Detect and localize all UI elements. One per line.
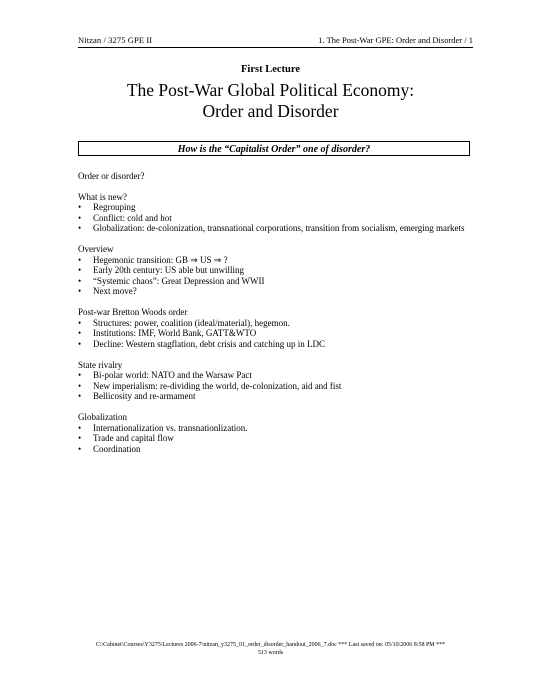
- bullet-item: • Structures: power, coalition (ideal/material), hegemon.: [78, 318, 473, 329]
- bullet-item: • Bellicosity and re-armament: [78, 391, 473, 402]
- lead-question: Order or disorder?: [78, 171, 145, 181]
- footer-path: C:\Cabinet\Courses\Y3275\Lectures 2006-7\nitzan_y3275_01_order_disorder_handout_2006_7.doc *** Last saved on: 05/10/2006 8:58 PM ***: [95, 642, 446, 648]
- bullet-item: • “Systemic chaos”: Great Depression and WWII: [78, 276, 473, 287]
- document-footer: [40, 641, 501, 657]
- bullet-list: [78, 318, 473, 350]
- lecture-label: First Lecture: [241, 64, 300, 75]
- section: [78, 307, 473, 349]
- page-title-line-1: The Post-War Global Political Economy:: [126, 80, 415, 100]
- bullet-item: • Trade and capital flow: [78, 433, 473, 444]
- section-heading: State rivalry: [78, 359, 123, 370]
- bullet-item: • Regrouping: [78, 202, 473, 213]
- bullet-item: • Institutions: IMF, World Bank, GATT&WTO: [78, 328, 473, 339]
- running-header-right: 1. The Post-War GPE: Order and Disorder / 1: [318, 35, 473, 45]
- section-heading: Post-war Bretton Woods order: [78, 307, 188, 317]
- section-heading: What is new?: [78, 191, 127, 202]
- bullet-list: [78, 423, 473, 455]
- document-body: [78, 171, 473, 465]
- section-heading: Overview: [78, 244, 114, 254]
- section: [78, 192, 473, 234]
- bullet-item: • Internationalization vs. transnationlization.: [78, 423, 473, 434]
- bullet-item: • Coordination: [78, 444, 473, 455]
- section: [78, 244, 473, 297]
- bullet-item: • Conflict: cold and hot: [78, 213, 473, 224]
- bullet-item: • Decline: Western stagflation, debt crisis and catching up in LDC: [78, 339, 473, 350]
- bullet-item: • Bi-polar world: NATO and the Warsaw Pact: [78, 370, 473, 381]
- section-list: [78, 192, 473, 455]
- running-header-left: Nitzan / 3275 GPE II: [78, 35, 153, 45]
- page-title-line-2: Order and Disorder: [202, 101, 339, 121]
- bullet-item: • Next move?: [78, 286, 473, 297]
- footer-word-count: 513 words: [257, 650, 284, 656]
- section: [78, 412, 473, 454]
- question-box: How is the “Capitalist Order” one of disorder?: [78, 141, 470, 156]
- bullet-item: • Globalization: de-colonization, transnational corporations, transition from socialism, emerging markets: [78, 223, 473, 234]
- bullet-item: • Early 20th century: US able but unwilling: [78, 265, 473, 276]
- bullet-item: • New imperialism: re-dividing the world, de-colonization, aid and fist: [78, 381, 473, 392]
- bullet-item: • Hegemonic transition: GB ⇒ US ⇒ ?: [78, 255, 473, 266]
- bullet-list: [78, 370, 473, 402]
- bullet-list: [78, 202, 473, 234]
- section-heading: Globalization: [78, 412, 127, 422]
- section: [78, 360, 473, 402]
- bullet-list: [78, 255, 473, 297]
- header-rule: [78, 47, 473, 48]
